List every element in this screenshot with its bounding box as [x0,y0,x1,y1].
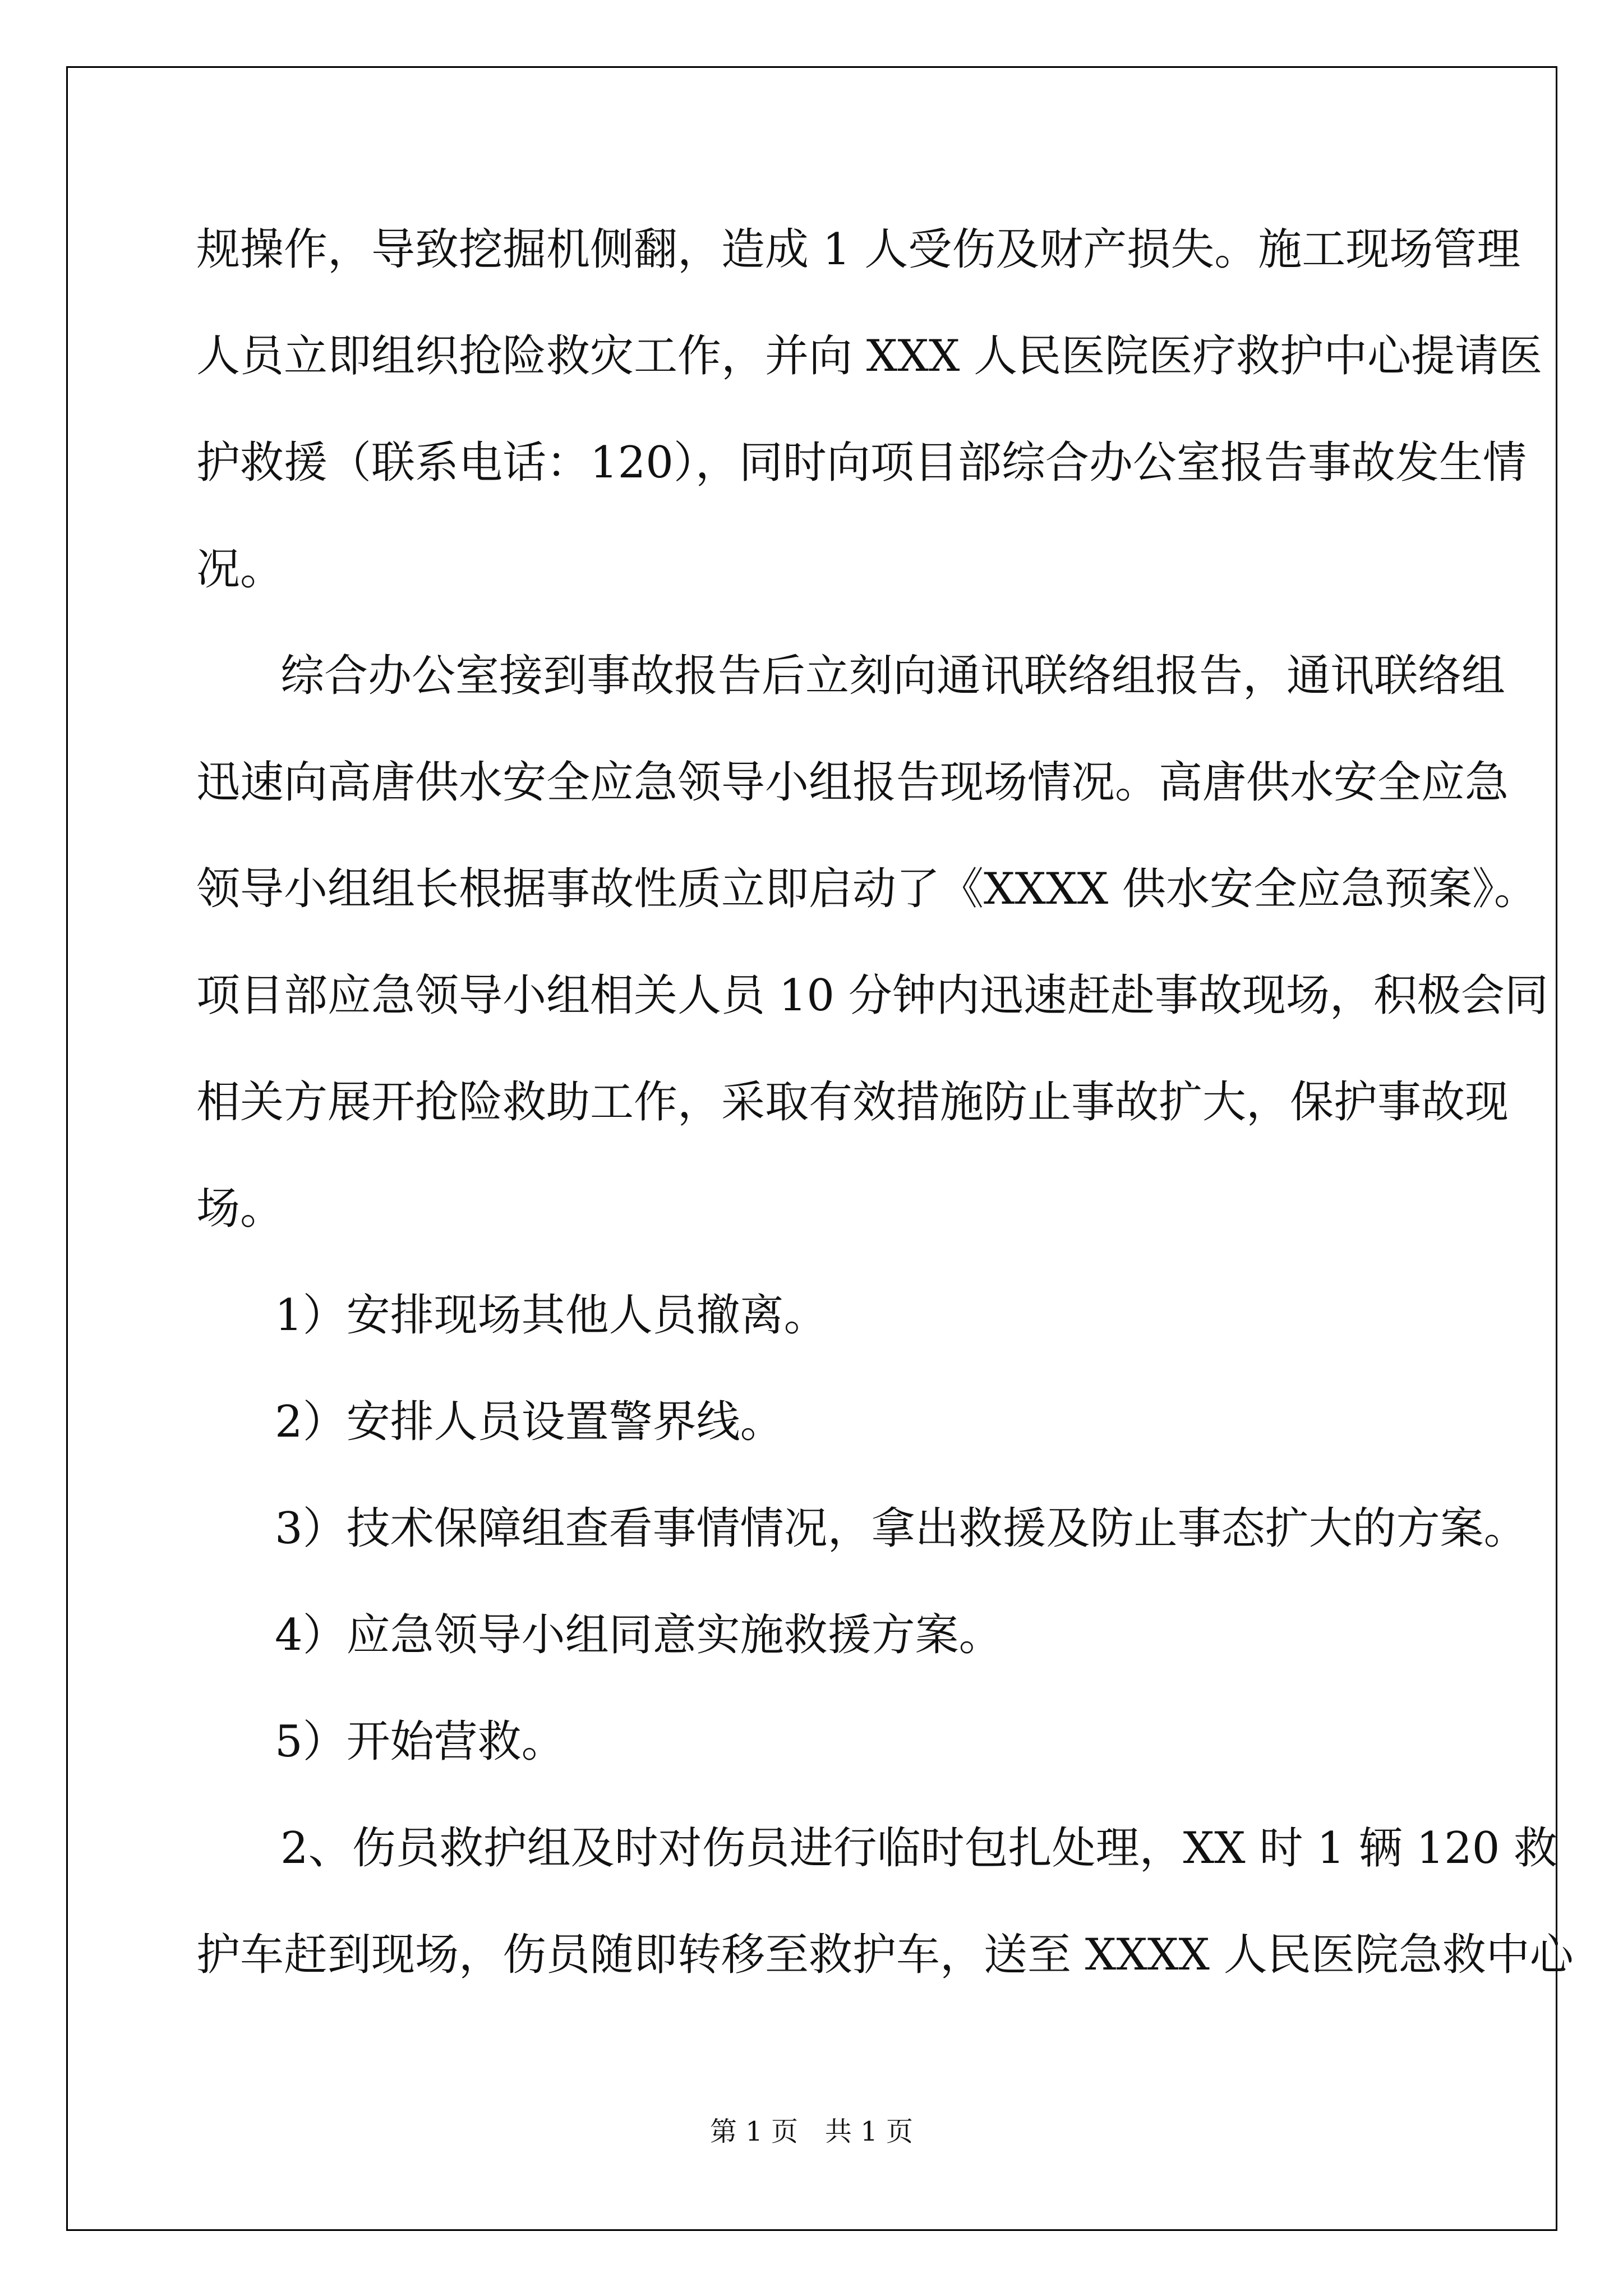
paragraph-line: 护车赶到现场，伤员随即转移至救护车，送至 XXXX 人民医院急救中心 [196,1930,1574,1980]
paragraph-line: 况。 [196,544,284,595]
paragraph-line: 综合办公室接到事故报告后立刻向通讯联络组报告，通讯联络组 [280,651,1506,701]
page-footer: 第 1 页 共 1 页 [709,2116,914,2147]
paragraph-line: 迅速向高唐供水安全应急领导小组报告现场情况。高唐供水安全应急 [196,757,1509,808]
list-item: 5）开始营救。 [275,1717,565,1767]
paragraph-line: 护救援（联系电话：120），同时向项目部综合办公室报告事故发生情 [196,438,1527,488]
paragraph-line: 相关方展开抢险救助工作，采取有效措施防止事故扩大，保护事故现 [196,1077,1509,1128]
list-item: 4）应急领导小组同意实施救援方案。 [275,1610,1003,1660]
paragraph-line: 2、伤员救护组及时对伤员进行临时包扎处理，XX 时 1 辆 120 救 [280,1823,1558,1874]
list-item: 1）安排现场其他人员撤离。 [275,1290,828,1341]
paragraph-line: 人员立即组织抢险救灾工作，并向 XXX 人民医院医疗救护中心提请医 [196,331,1543,381]
paragraph-line: 领导小组组长根据事故性质立即启动了《XXXX 供水安全应急预案》。 [196,864,1538,914]
paragraph-line: 场。 [196,1184,284,1234]
paragraph-line: 项目部应急领导小组相关人员 10 分钟内迅速赶赴事故现场，积极会同 [196,970,1548,1021]
paragraph-line: 规操作，导致挖掘机侧翻，造成 1 人受伤及财产损失。施工现场管理 [196,224,1521,275]
page-border [66,66,1574,2231]
list-item: 2）安排人员设置警界线。 [275,1397,784,1447]
list-item: 3）技术保障组查看事情情况，拿出救援及防止事态扩大的方案。 [275,1503,1528,1554]
